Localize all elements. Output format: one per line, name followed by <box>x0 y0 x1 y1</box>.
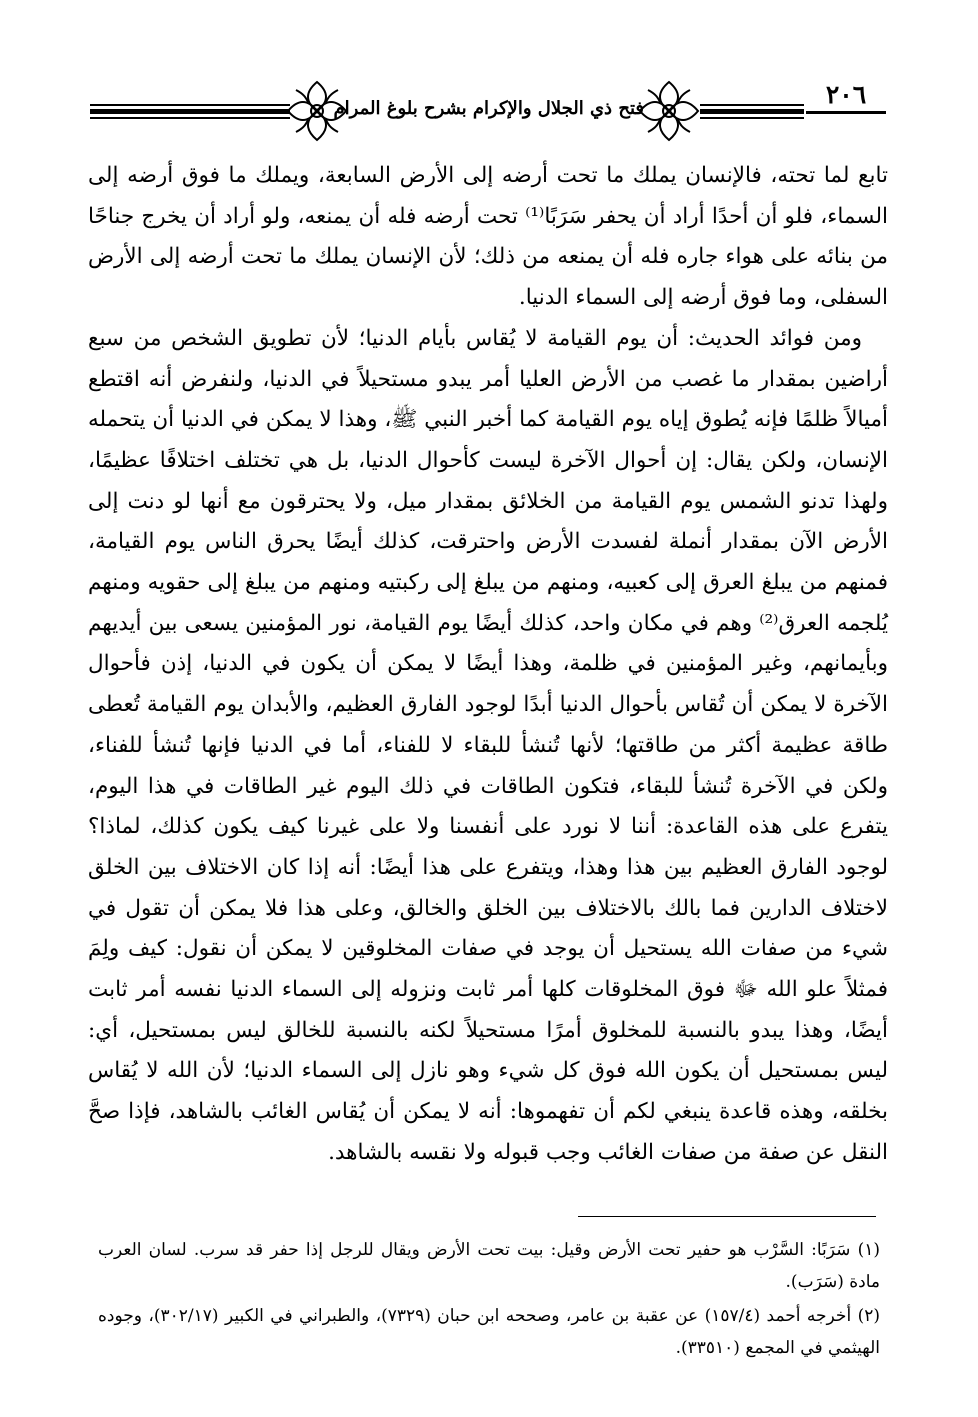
footnote: (٢) أخرجه أحمد (١٥٧/٤) عن عقبة بن عامر، وصححه ابن حبان (٧٣٢٩)، والطبراني في الكبير (٣٠٢/١٧)، وجوده الهيثمي في المجمع (٣٣٥١٠). <box>98 1306 880 1358</box>
header-rule-right <box>700 104 804 118</box>
paragraph: ومن فوائد الحديث: أن يوم القيامة لا يُقاس بأيام الدنيا؛ لأن تطويق الشخص من سبع أراضين بمقدار ما غصب من الأرض العليا أمر يبدو مستحيلاً في الدنيا، ولنفرض أنه اقتطع أميالاً ظلمًا فإنه يُطوق إياه يوم القيامة كما أخبر النبي ﷺ، وهذا لا يمكن في الدنيا أن يتحمله الإنسان، ولكن يقال: إن أحوال الآخرة ليست كأحوال الدنيا، بل هي تختلف اختلافًا عظيمًا، ولهذا تدنو الشمس يوم القيامة من الخلائق بمقدار ميل، ولا يحترقون مع أنها لو دنت إلى الأرض الآن بمقدار أنملة لفسدت الأرض واحترقت، كذلك أيضًا يحرق الناس يوم القيامة، فمنهم من يبلغ العرق إلى كعبيه، ومنهم من يبلغ إلى ركبتيه ومنهم من يبلغ إلى حقويه ومنهم يُلجمه العرق⁽²⁾ وهم في مكان واحد، كذلك أيضًا يوم القيامة، نور المؤمنين يسعى بين أيديهم وبأيمانهم، وغير المؤمنين في ظلمة، وهذا أيضًا لا يمكن أن يكون في الدنيا، إذن فأحوال الآخرة لا يمكن أن تُقاس بأحوال الدنيا أبدًا لوجود الفارق العظيم، والأبدان يوم القيامة تُعطى طاقة عظيمة أكثر من طاقتها؛ لأنها تُنشأ للبقاء لا للفناء، أما في الدنيا فإنها تُنشأ للفناء، ولكن في الآخرة تُنشأ للبقاء، فتكون الطاقات في ذلك اليوم غير الطاقات في هذا اليوم، يتفرع على هذه القاعدة: أننا لا نورد على أنفسنا ولا على غيرنا كيف يكون كذلك، لماذا؟ لوجود الفارق العظيم بين هذا وهذا، ويتفرع على هذا أيضًا: أنه إذا كان الاختلاف بين الخلق لاختلاف الدارين فما بالك بالاختلاف بين الخلق والخالق، وعلى هذا فلا يمكن أن تقول في شيء من صفات الله يستحيل أن يوجد في صفات المخلوقين لا يمكن أن نقول: كيف ولِمَ فمثلاً علو الله ﷻ فوق المخلوقات كلها أمر ثابت ونزوله إلى السماء الدنيا نفسه أمر ثابت أيضًا، وهذا يبدو بالنسبة للمخلوق أمرًا مستحيلاً لكنه بالنسبة للخالق ليس بمستحيل، أي: ليس بمستحيل أن يكون الله فوق كل شيء وهو نازل إلى السماء الدنيا؛ لأن الله لا يُقاس بخلقه، وهذه قاعدة ينبغي لكم أن تفهموها: أنه لا يمكن أن يُقاس الغائب بالشاهد، فإذا صحَّ النقل عن صفة من صفات الغائب وجب قبوله ولا نقسه بالشاهد. <box>88 325 889 1165</box>
paragraph: تابع لما تحته، فالإنسان يملك ما تحت أرضه إلى الأرض السابعة، ويملك ما فوق أرضه إلى السماء، فلو أن أحدًا أراد أن يحفر سَرَبًا⁽¹⁾ تحت أرضه فله أن يمنعه، ولو أراد أن يخرج جناحًا من بنائه على هواء جاره فله أن يمنعه من ذلك؛ لأن الإنسان يملك ما تحت أرضه إلى الأرض السفلى، وما فوق أرضه إلى السماء الدنيا. <box>88 163 889 311</box>
footnote: (١) سَرَبًا: السَّرْب هو حفير تحت الأرض وقيل: بيت تحت الأرض ويقال للرجل إذا حفر قد سرب. لسان العرب مادة (سَرَب). <box>98 1240 880 1292</box>
page-number-underline <box>806 111 886 114</box>
header-ornament-right-icon <box>636 78 702 144</box>
header-rule-left <box>90 104 290 118</box>
page-number: ٢٠٦ <box>825 80 867 109</box>
footnotes <box>98 1234 880 1366</box>
footnote-separator <box>578 1216 876 1217</box>
body-text <box>88 156 888 1174</box>
running-title: فتح ذي الجلال والإكرام بشرح بلوغ المرام <box>333 98 644 119</box>
